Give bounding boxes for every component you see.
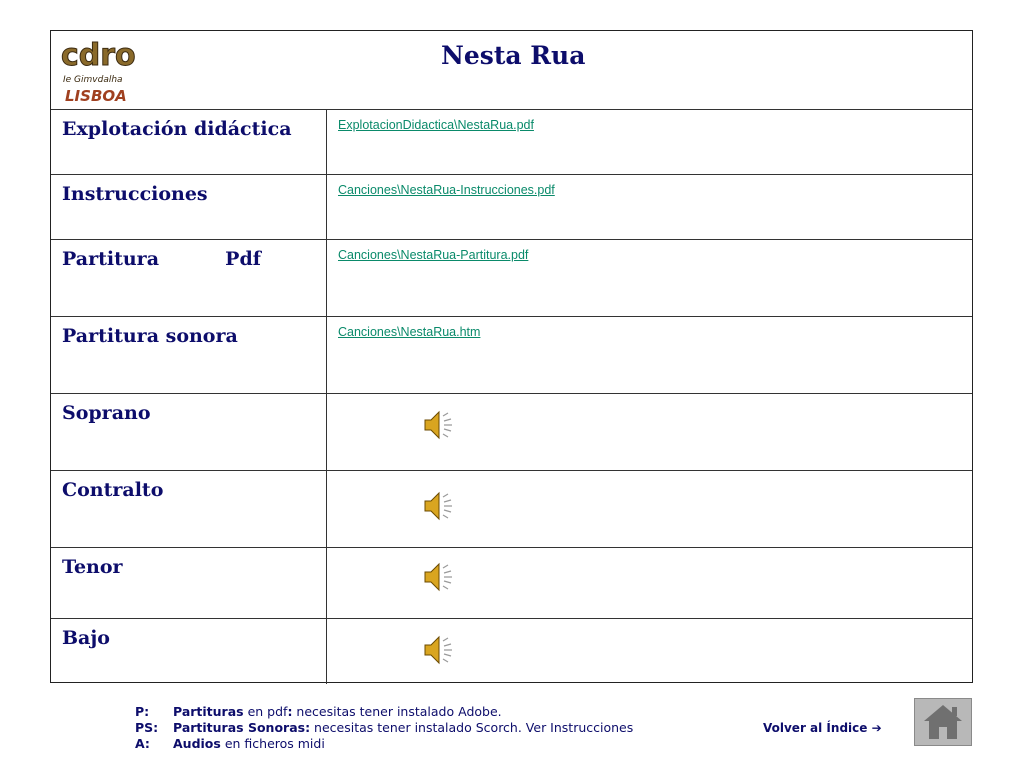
note-text: necesitas tener instalado Adobe. bbox=[292, 704, 502, 719]
note-text: necesitas tener instalado Scorch. Ver Instrucciones bbox=[310, 720, 634, 735]
speaker-icon[interactable] bbox=[423, 408, 455, 442]
note-line bbox=[135, 720, 633, 736]
note-key: A: bbox=[135, 736, 150, 751]
file-link[interactable]: Canciones\NestaRua-Partitura.pdf bbox=[338, 248, 529, 262]
note-key: PS: bbox=[135, 720, 159, 735]
speaker-icon[interactable] bbox=[423, 560, 455, 594]
label-cell bbox=[51, 317, 327, 393]
table-row bbox=[51, 471, 972, 548]
home-icon bbox=[915, 699, 971, 745]
file-link[interactable]: ExplotacionDidactica\NestaRua.pdf bbox=[338, 118, 534, 132]
back-link-label: Volver al Índice bbox=[763, 721, 868, 735]
row-label: Instrucciones bbox=[62, 183, 208, 205]
legend-notes bbox=[135, 704, 633, 752]
table-row bbox=[51, 619, 972, 684]
svg-text:Ie Gimvdalha: Ie Gimvdalha bbox=[63, 75, 123, 85]
note-key: P: bbox=[135, 704, 150, 719]
note-term: Partituras Sonoras: bbox=[173, 720, 311, 735]
back-to-index-link[interactable] bbox=[763, 721, 882, 735]
label-cell bbox=[51, 548, 327, 618]
label-cell bbox=[51, 110, 327, 174]
note-term: Audios bbox=[173, 736, 221, 751]
table-row bbox=[51, 175, 972, 240]
row-label: Tenor bbox=[62, 556, 123, 578]
file-link[interactable]: Canciones\NestaRua.htm bbox=[338, 325, 481, 339]
speaker-icon[interactable] bbox=[423, 489, 455, 523]
label-cell bbox=[51, 175, 327, 239]
arrow-right-icon: ➔ bbox=[871, 721, 882, 735]
note-term: Partituras bbox=[173, 704, 244, 719]
svg-text:cdro: cdro bbox=[61, 38, 136, 73]
file-link[interactable]: Canciones\NestaRua-Instrucciones.pdf bbox=[338, 183, 555, 197]
row-label: Partitura Pdf bbox=[62, 248, 261, 270]
table-row bbox=[51, 240, 972, 317]
note-colon: : bbox=[287, 704, 293, 719]
table-row bbox=[51, 317, 972, 394]
label-cell bbox=[51, 240, 327, 316]
row-label: Bajo bbox=[62, 627, 110, 649]
song-sheet bbox=[50, 30, 973, 683]
note-text: en ficheros midi bbox=[220, 736, 325, 751]
row-label: Contralto bbox=[62, 479, 164, 501]
table-row bbox=[51, 548, 972, 619]
cdro-logo bbox=[59, 35, 149, 105]
svg-text:LISBOA: LISBOA bbox=[65, 87, 127, 105]
label-cell bbox=[51, 394, 327, 470]
row-label: Soprano bbox=[62, 402, 151, 424]
table-row bbox=[51, 394, 972, 471]
note-mid: en pdf bbox=[243, 704, 288, 719]
home-button[interactable] bbox=[914, 698, 972, 746]
label-cell bbox=[51, 619, 327, 684]
row-label: Partitura sonora bbox=[62, 325, 238, 347]
table-row bbox=[51, 110, 972, 175]
note-line bbox=[135, 736, 633, 752]
row-label: Explotación didáctica bbox=[62, 118, 292, 140]
speaker-icon[interactable] bbox=[423, 633, 455, 667]
page-title: Nesta Rua bbox=[441, 41, 586, 70]
label-cell bbox=[51, 471, 327, 547]
header-row bbox=[51, 31, 972, 110]
note-line bbox=[135, 704, 633, 720]
